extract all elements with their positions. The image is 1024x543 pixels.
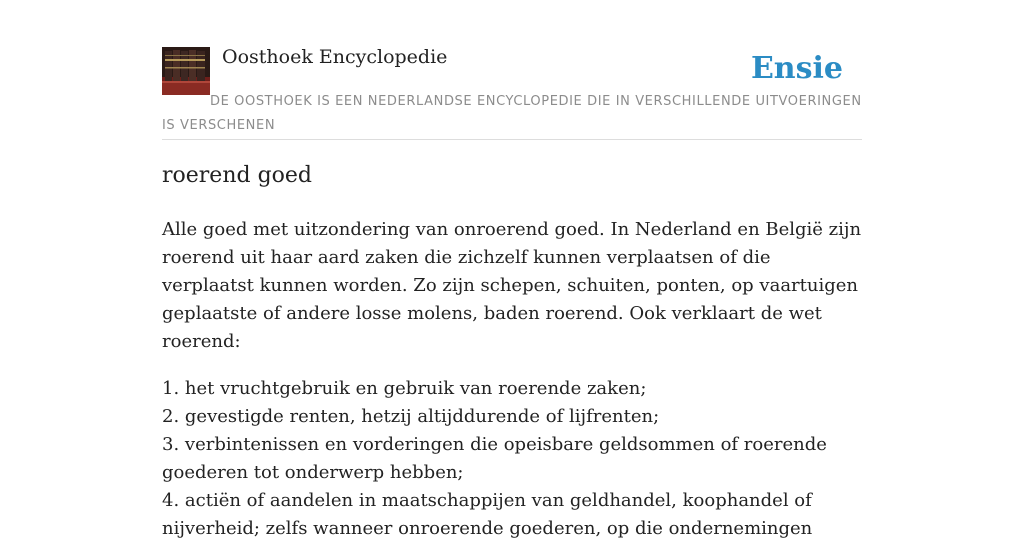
list-item: 4. actiën of aandelen in maatschappijen van geldhandel, koophandel of nijverheid; zelfs wanneer onroerende goederen, op die ondernemingen xyxy=(162,490,813,539)
article-list xyxy=(162,375,862,543)
article-body xyxy=(162,216,862,543)
list-item: 1. het vruchtgebruik en gebruik van roerende zaken; xyxy=(162,378,647,399)
site-tagline: DE OOSTHOEK IS EEN NEDERLANDSE ENCYCLOPEDIE DIE IN VERSCHILLENDE UITVOERINGEN IS VERSCHENEN xyxy=(162,94,862,133)
article-title: roerend goed xyxy=(162,163,312,188)
brand-logo[interactable]: Ensie xyxy=(750,51,843,86)
site-name[interactable]: Oosthoek Encyclopedie xyxy=(222,46,448,68)
list-item: 3. verbintenissen en vorderingen die opeisbare geldsommen of roerende goederen tot onderwerp hebben; xyxy=(162,434,827,483)
list-item: 2. gevestigde renten, hetzij altijddurende of lijfrenten; xyxy=(162,406,660,427)
header-divider xyxy=(162,139,862,140)
encyclopedia-books-avatar-icon[interactable] xyxy=(162,47,210,95)
article-intro: Alle goed met uitzondering van onroerend goed. In Nederland en België zijn roerend uit haar aard zaken die zichzelf kunnen verplaatsen of die verplaatst kunnen worden. Zo zijn schepen, schuiten, ponten, op vaartuigen geplaatste of andere losse molens, baden roerend. Ook verklaart de wet roerend: xyxy=(162,219,862,352)
